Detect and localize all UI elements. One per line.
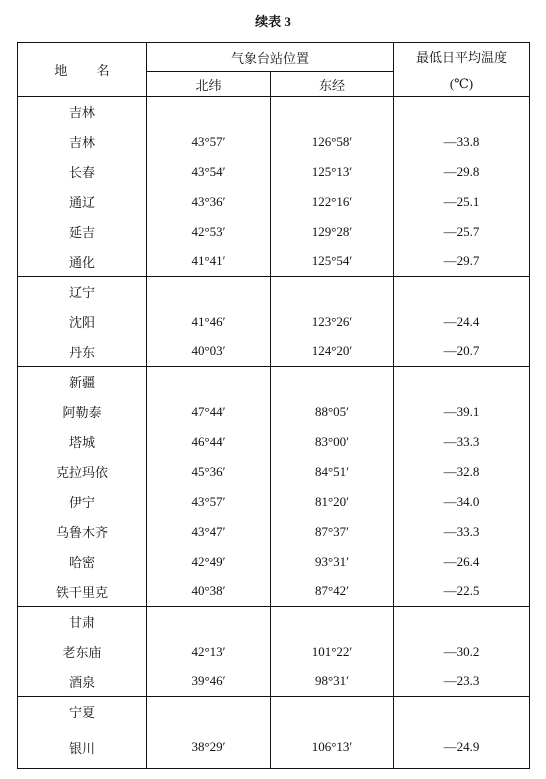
- province-row: [18, 607, 530, 637]
- station-latitude: 42°53′: [147, 217, 271, 247]
- station-longitude: 98°31′: [271, 667, 394, 697]
- station-name: 通化: [18, 247, 147, 277]
- province-name: 辽宁: [18, 277, 147, 307]
- empty-cell: [147, 607, 271, 637]
- station-latitude: 43°47′: [147, 517, 271, 547]
- station-name: 通辽: [18, 187, 147, 217]
- station-min-temp: —33.3: [394, 427, 530, 457]
- station-name: 酒泉: [18, 667, 147, 697]
- empty-cell: [271, 277, 394, 307]
- station-temperature-table: [17, 42, 530, 769]
- station-latitude: 40°03′: [147, 337, 271, 367]
- station-longitude: 81°20′: [271, 487, 394, 517]
- empty-cell: [394, 697, 530, 727]
- station-row: [18, 307, 530, 337]
- station-latitude: 43°36′: [147, 187, 271, 217]
- station-min-temp: —25.1: [394, 187, 530, 217]
- station-min-temp: —25.7: [394, 217, 530, 247]
- station-min-temp: —39.1: [394, 397, 530, 427]
- station-row: [18, 337, 530, 367]
- station-name: 丹东: [18, 337, 147, 367]
- station-longitude: 87°37′: [271, 517, 394, 547]
- station-min-temp: —26.4: [394, 547, 530, 577]
- station-row: [18, 397, 530, 427]
- province-name: 甘肃: [18, 607, 147, 637]
- province-row: [18, 697, 530, 727]
- station-min-temp: —32.8: [394, 457, 530, 487]
- station-row: [18, 547, 530, 577]
- station-min-temp: —23.3: [394, 667, 530, 697]
- province-name: 新疆: [18, 367, 147, 397]
- station-name: 乌鲁木齐: [18, 517, 147, 547]
- province-row: [18, 277, 530, 307]
- station-row: [18, 517, 530, 547]
- table-title: 续表 3: [255, 14, 291, 29]
- temp-unit-label: (℃): [449, 76, 474, 91]
- station-longitude: 88°05′: [271, 397, 394, 427]
- place-name-header: 地 名: [18, 43, 147, 97]
- station-row: [18, 217, 530, 247]
- empty-cell: [147, 367, 271, 397]
- empty-cell: [271, 97, 394, 127]
- empty-cell: [271, 607, 394, 637]
- station-name: 伊宁: [18, 487, 147, 517]
- station-min-temp: —22.5: [394, 577, 530, 607]
- station-row: [18, 427, 530, 457]
- station-row: [18, 637, 530, 667]
- station-row: [18, 487, 530, 517]
- station-longitude: 125°13′: [271, 157, 394, 187]
- station-row: [18, 667, 530, 697]
- station-latitude: 45°36′: [147, 457, 271, 487]
- station-latitude: 43°54′: [147, 157, 271, 187]
- station-name: 阿勒泰: [18, 397, 147, 427]
- station-longitude: 87°42′: [271, 577, 394, 607]
- station-row: [18, 187, 530, 217]
- station-min-temp: —20.7: [394, 337, 530, 367]
- empty-cell: [394, 277, 530, 307]
- station-latitude: 41°46′: [147, 307, 271, 337]
- station-latitude: 42°49′: [147, 547, 271, 577]
- station-latitude: 39°46′: [147, 667, 271, 697]
- empty-cell: [147, 697, 271, 727]
- station-latitude: 46°44′: [147, 427, 271, 457]
- empty-cell: [271, 697, 394, 727]
- station-latitude: 42°13′: [147, 637, 271, 667]
- station-row: [18, 577, 530, 607]
- station-min-temp: —24.9: [394, 727, 530, 769]
- station-longitude: 129°28′: [271, 217, 394, 247]
- station-min-temp: —34.0: [394, 487, 530, 517]
- station-name: 克拉玛依: [18, 457, 147, 487]
- station-name: 铁干里克: [18, 577, 147, 607]
- empty-cell: [394, 367, 530, 397]
- station-row: [18, 127, 530, 157]
- station-longitude: 125°54′: [271, 247, 394, 277]
- min-daily-temp-label: 最低日平均温度: [416, 50, 508, 65]
- station-min-temp: —24.4: [394, 307, 530, 337]
- station-row: [18, 157, 530, 187]
- empty-cell: [271, 367, 394, 397]
- station-min-temp: —30.2: [394, 637, 530, 667]
- station-min-temp: —29.7: [394, 247, 530, 277]
- station-row: [18, 727, 530, 769]
- station-latitude: 40°38′: [147, 577, 271, 607]
- station-latitude: 43°57′: [147, 127, 271, 157]
- station-latitude: 38°29′: [147, 727, 271, 769]
- station-latitude: 47°44′: [147, 397, 271, 427]
- province-row: [18, 367, 530, 397]
- station-longitude: 126°58′: [271, 127, 394, 157]
- station-name: 沈阳: [18, 307, 147, 337]
- station-latitude: 41°41′: [147, 247, 271, 277]
- empty-cell: [394, 97, 530, 127]
- station-name: 延吉: [18, 217, 147, 247]
- empty-cell: [147, 97, 271, 127]
- station-name: 吉林: [18, 127, 147, 157]
- station-name: 长春: [18, 157, 147, 187]
- empty-cell: [394, 607, 530, 637]
- station-latitude: 43°57′: [147, 487, 271, 517]
- station-longitude: 124°20′: [271, 337, 394, 367]
- station-longitude: 84°51′: [271, 457, 394, 487]
- table-body: [18, 97, 530, 769]
- station-name: 哈密: [18, 547, 147, 577]
- station-longitude: 83°00′: [271, 427, 394, 457]
- station-longitude: 122°16′: [271, 187, 394, 217]
- station-position-header: 气象台站位置: [147, 43, 394, 72]
- table-header: [18, 43, 530, 97]
- station-name: 老东庙: [18, 637, 147, 667]
- station-longitude: 93°31′: [271, 547, 394, 577]
- station-min-temp: —33.8: [394, 127, 530, 157]
- empty-cell: [147, 277, 271, 307]
- header-row-1: [18, 43, 530, 72]
- station-name: 塔城: [18, 427, 147, 457]
- min-daily-temp-header: [394, 43, 530, 97]
- station-min-temp: —33.3: [394, 517, 530, 547]
- province-name: 吉林: [18, 97, 147, 127]
- station-min-temp: —29.8: [394, 157, 530, 187]
- station-longitude: 101°22′: [271, 637, 394, 667]
- station-name: 银川: [18, 727, 147, 769]
- station-longitude: 123°26′: [271, 307, 394, 337]
- province-name: 宁夏: [18, 697, 147, 727]
- province-row: [18, 97, 530, 127]
- station-row: [18, 457, 530, 487]
- station-row: [18, 247, 530, 277]
- longitude-header: 东经: [271, 72, 394, 97]
- latitude-header: 北纬: [147, 72, 271, 97]
- station-longitude: 106°13′: [271, 727, 394, 769]
